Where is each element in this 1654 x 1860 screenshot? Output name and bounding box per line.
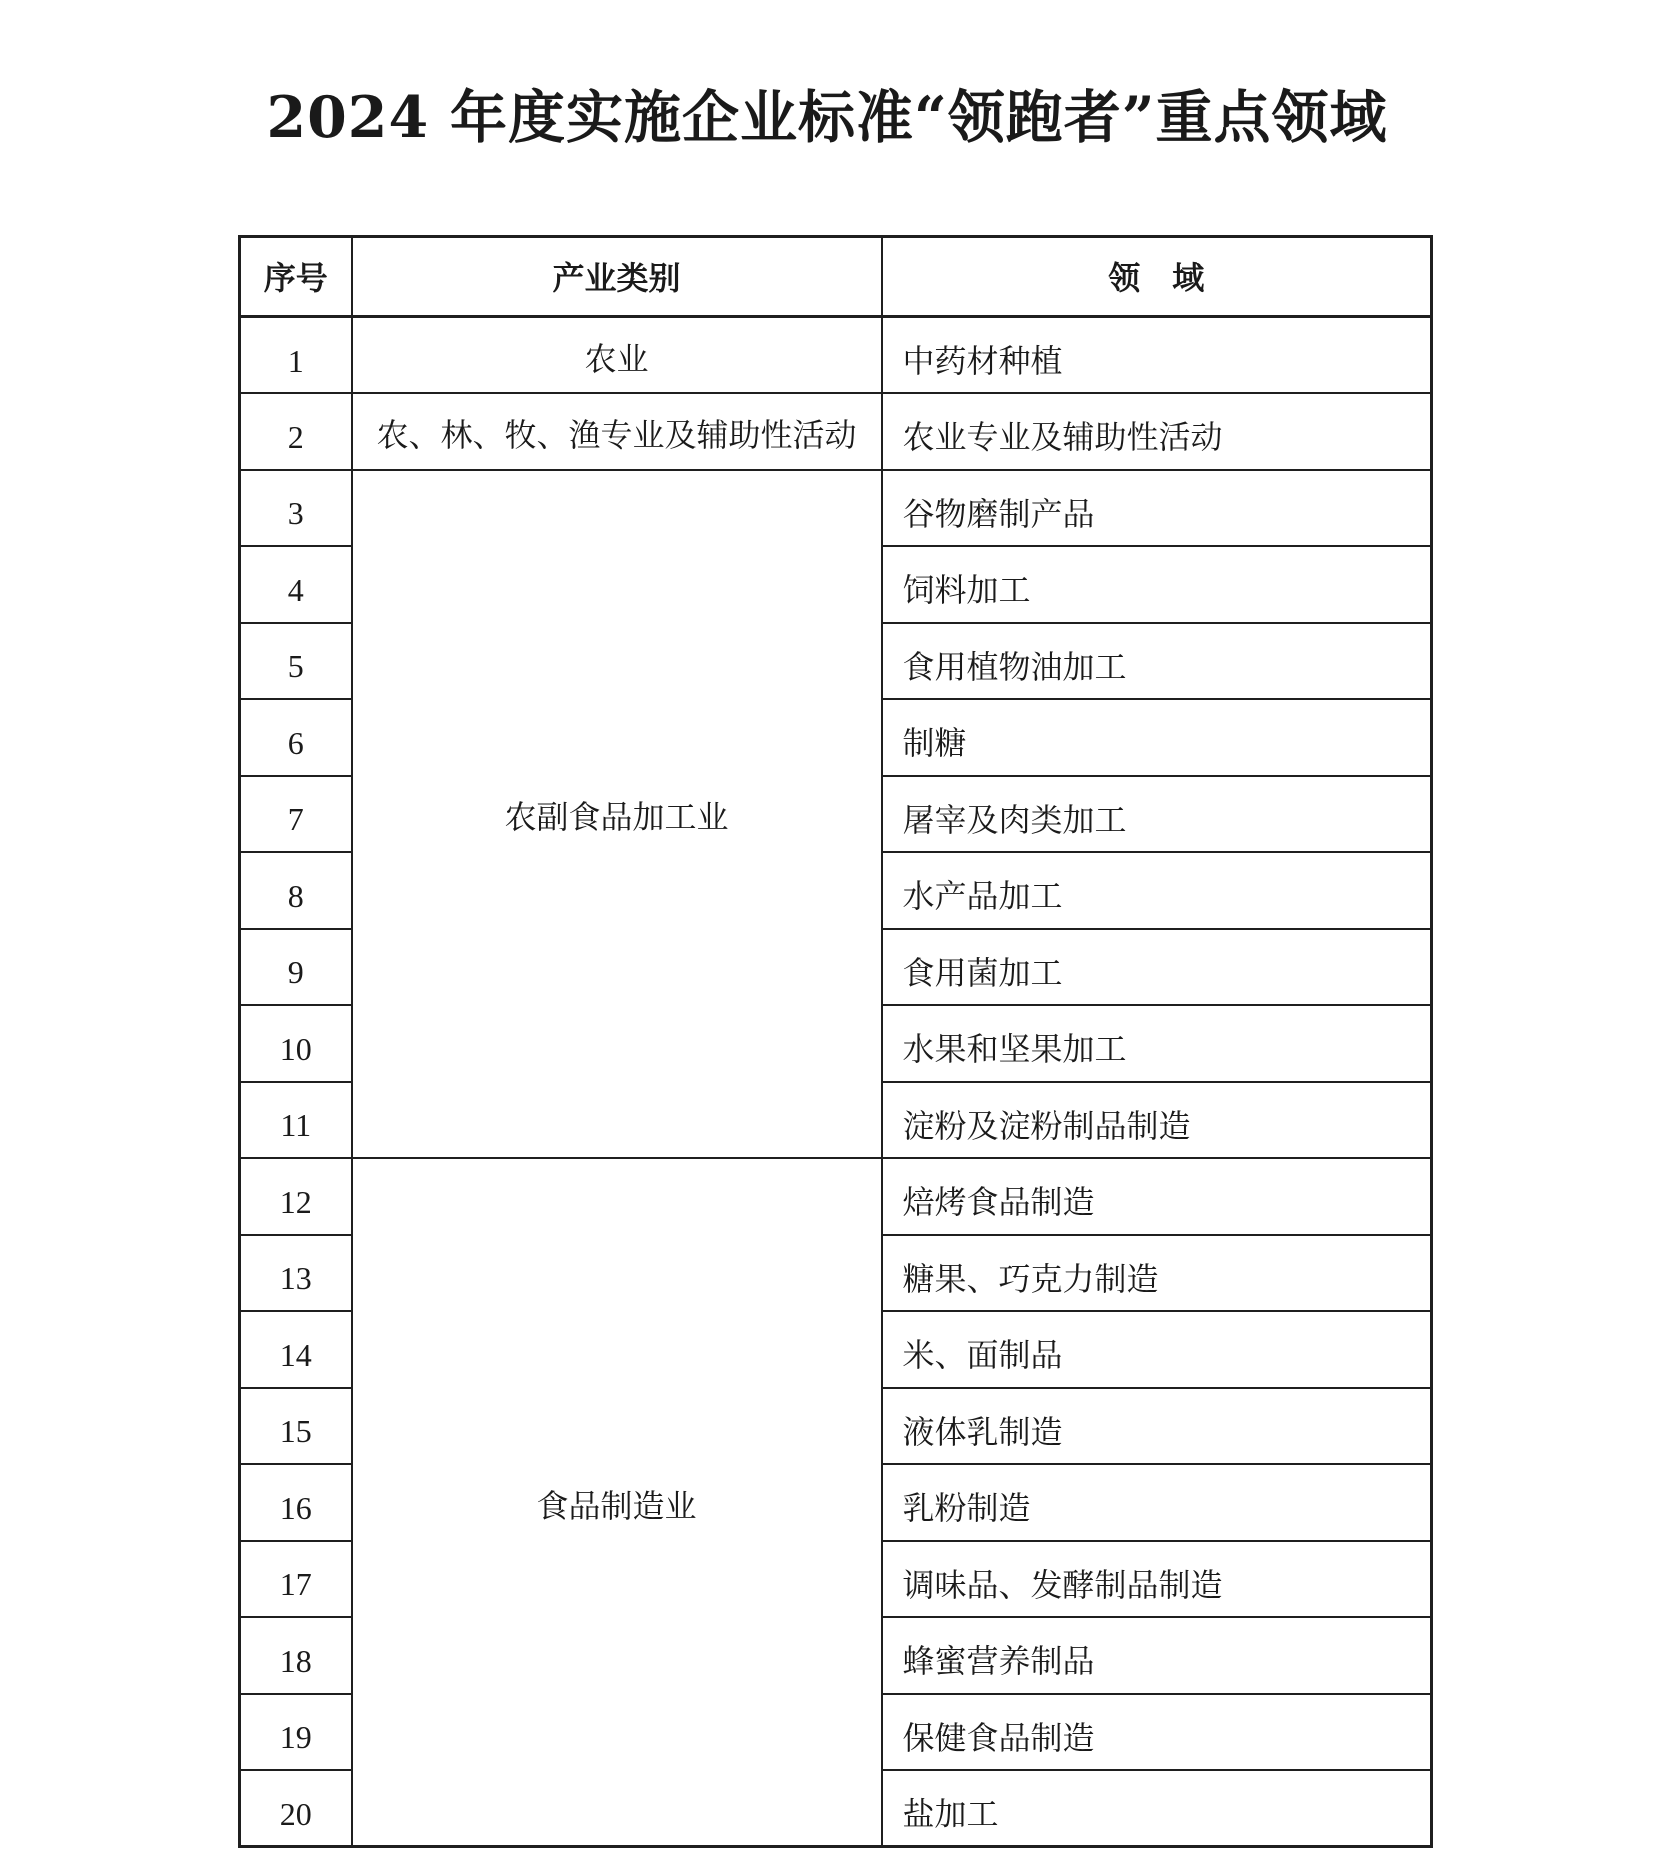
field-cell: 米、面制品 (882, 1311, 1432, 1388)
table-row (240, 1158, 1432, 1235)
field-cell: 保健食品制造 (882, 1694, 1432, 1771)
field-cell: 淀粉及淀粉制品制造 (882, 1082, 1432, 1159)
row-no-cell: 12 (240, 1158, 352, 1235)
row-no-cell: 13 (240, 1235, 352, 1312)
row-no-cell: 4 (240, 546, 352, 623)
field-cell: 液体乳制造 (882, 1388, 1432, 1465)
table-row (240, 470, 1432, 547)
field-cell: 水果和坚果加工 (882, 1005, 1432, 1082)
row-no-cell: 19 (240, 1694, 352, 1771)
field-cell: 调味品、发酵制品制造 (882, 1541, 1432, 1618)
field-cell: 盐加工 (882, 1770, 1432, 1847)
row-no-cell: 5 (240, 623, 352, 700)
field-cell: 屠宰及肉类加工 (882, 776, 1432, 853)
field-cell: 乳粉制造 (882, 1464, 1432, 1541)
row-no-cell: 17 (240, 1541, 352, 1618)
row-no-cell: 10 (240, 1005, 352, 1082)
key-areas-table (238, 235, 1433, 1848)
row-no-cell: 15 (240, 1388, 352, 1465)
field-cell: 食用菌加工 (882, 929, 1432, 1006)
field-cell: 水产品加工 (882, 852, 1432, 929)
row-no-cell: 6 (240, 699, 352, 776)
row-no-cell: 8 (240, 852, 352, 929)
row-no-cell: 20 (240, 1770, 352, 1847)
table-header-row (240, 237, 1432, 317)
table-row (240, 317, 1432, 394)
field-cell: 中药材种植 (882, 317, 1432, 394)
field-cell: 制糖 (882, 699, 1432, 776)
table-row (240, 393, 1432, 470)
field-cell: 饲料加工 (882, 546, 1432, 623)
field-cell: 蜂蜜营养制品 (882, 1617, 1432, 1694)
row-no-cell: 11 (240, 1082, 352, 1159)
page-title: 2024 年度实施企业标准“领跑者”重点领域 (266, 84, 1388, 152)
row-no-cell: 7 (240, 776, 352, 853)
field-cell: 食用植物油加工 (882, 623, 1432, 700)
field-cell: 糖果、巧克力制造 (882, 1235, 1432, 1312)
row-no-cell: 14 (240, 1311, 352, 1388)
category-cell: 食品制造业 (352, 1158, 882, 1847)
field-cell: 农业专业及辅助性活动 (882, 393, 1432, 470)
row-no-cell: 2 (240, 393, 352, 470)
row-no-cell: 1 (240, 317, 352, 394)
row-no-cell: 18 (240, 1617, 352, 1694)
category-cell: 农、林、牧、渔专业及辅助性活动 (352, 393, 882, 470)
row-no-cell: 16 (240, 1464, 352, 1541)
row-no-cell: 9 (240, 929, 352, 1006)
category-cell: 农业 (352, 317, 882, 394)
header-col-field: 领 域 (882, 237, 1432, 317)
category-cell: 农副食品加工业 (352, 470, 882, 1159)
header-col-category: 产业类别 (352, 237, 882, 317)
row-no-cell: 3 (240, 470, 352, 547)
field-cell: 焙烤食品制造 (882, 1158, 1432, 1235)
field-cell: 谷物磨制产品 (882, 470, 1432, 547)
header-col-no: 序号 (240, 237, 352, 317)
